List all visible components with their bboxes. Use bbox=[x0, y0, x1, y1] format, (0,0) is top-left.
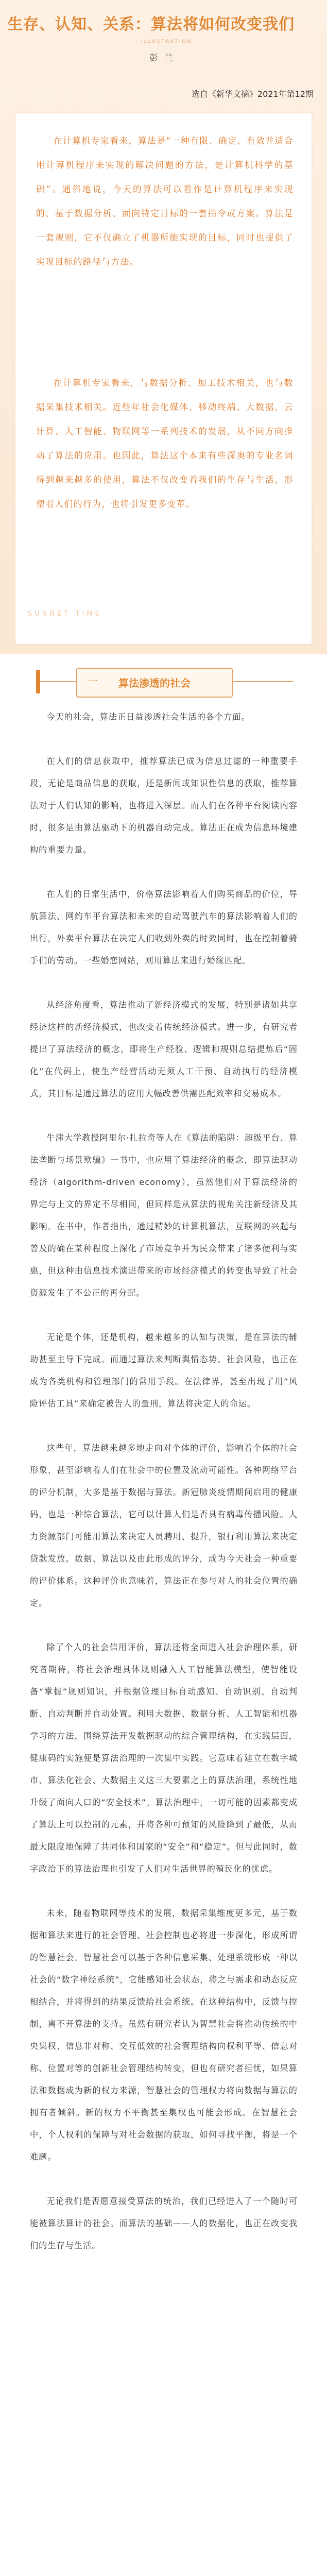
section-marker bbox=[36, 670, 40, 693]
body-paragraph: 牛津大学教授阿里尔·扎拉奇等人在《算法的陷阱：超级平台、算法垄断与场景欺骗》一书中，也应用了算法经济的概念，即算法驱动经济（algorithm-driven economy），虽然他们对于算法经济的界定与上文的界定不尽相同，但同样是从算法的视角关注新经济及其影响。在书中，作者指出，通过精妙的计算机算法，互联网的兴起与普及的确在某种程度上深化了市场竞争并为民众带来了诸多便利与实惠，但这种由信息技术演进带来的市场经济模式的转变也导致了社会资源发生了不公正的再分配。 bbox=[30, 1133, 298, 1298]
body-paragraph: 无论是个体，还是机构，越来越多的认知与决策，是在算法的辅助甚至主导下完成。而通过算法来判断舆情态势、社会风险，也正在成为各类机构和管理部门的常用手段。在法律界，甚至出现了用“风险评估工具”来确定被告人的量刑，算法将决定人的命运。 bbox=[30, 1332, 298, 1409]
header-band bbox=[0, 0, 327, 654]
body-paragraph: 未来，随着物联网等技术的发展，数据采集维度更多元，基于数据和算法来进行的社会管理、社会控制也必将进一步深化，形成所谓的智慧社会。智慧社会可以基于各种信息采集、处理系统形成一种以社会的“数字神经系统”，它能感知社会状态，将之与需求和动态反应相结合，并将得到的结果反馈给社会系统。在这种结构中，反馈与控制，离不开算法的支持。虽然有研究者认为智慧社会将推动传统的中央集权、信息非对称、交互低效的社会管理结构向权利平等、信息对称、位置对等的创新社会管理结构转变，但也有研究者担忧，如果算法和数据成为新的权力来源，智慧社会的管理权力将向数据与算法的拥有者倾斜。新的权力不平衡甚至集权也可能会形成。在智慧社会中，个人权利的保障与对社会数据的获取，如何寻找平衡，将是一个难题。 bbox=[30, 1908, 298, 2162]
article-body bbox=[30, 706, 298, 2279]
body-paragraph: 除了个人的社会信用评价，算法还将全面进入社会治理体系，研究者期待，将社会治理具体规则融入人工智能算法模型，使智能设备“掌握”规则知识，并根据管理目标自动感知、自动识别、自动判断、自动判断并自动处置。利用大数据、数据分析、人工智能和机器学习的方法，围绕算法开发数据驱动的综合管理结构，在实践层面，健康码的实施便是算法治理的一次集中实践。它意味着建立在数字城市、算法化社会、大数据主义这三大要素之上的算法治理，系统性地升级了面向人口的“安全技术”。算法治理中，一切可能的因素都变成了算法上可以控制的元素，并将各种可预知的风险降到了最低，从而最大限度地保障了共同体和国家的“安全”和“稳定”。但与此同时，数字政治下的算法治理也引发了人们对生活世界的殖民化的忧虑。 bbox=[30, 1642, 298, 1874]
body-paragraph: 在人们的信息获取中，推荐算法已成为信息过滤的一种重要手段，无论是商品信息的获取，还是新闻或知识性信息的获取，推荐算法对于人们认知的影响，也将进入深层。而人们在各种平台阅读内容时，很多是由算法驱动下的机器自动完成。算法正在成为信息环境建构的重要力量。 bbox=[30, 756, 298, 855]
section-header bbox=[36, 668, 294, 696]
section-title: 算法渗透的社会 bbox=[118, 677, 191, 689]
source-line: 选自《新华文摘》2021年第12期 bbox=[191, 89, 314, 99]
section-number: 一 bbox=[87, 676, 98, 689]
intro-paragraph: 在计算机专家看来，与数据分析、加工技术相关，也与数据采集技术相关。近些年社会化媒体、移动终端、大数据、云计算、人工智能、物联网等一系列技术的发展，从不同方向推动了算法的应用。也因此，算法这个本来有些深奥的专业名词得到越来越多的使用，算法不仅改变着我们的生存与生活，形塑着人们的行为，也将引发更多变革。 bbox=[36, 378, 294, 509]
intro-paragraph: 在计算机专家看来，算法是“一种有限、确定、有效并适合用计算机程序来实现的解决问题的方法，是计算机科学的基础”。通俗地说，今天的算法可以看作是计算机程序来实现的、基于数据分析、面向特定目标的一套指令或方案。算法是一套规则，它不仅确立了机器所能实现的目标，同时也提供了实现目标的路径与方法。 bbox=[36, 135, 294, 267]
section-label-box bbox=[76, 668, 233, 698]
body-paragraph: 这些年，算法越来越多地走向对个体的评价，影响着个体的社会形象、甚至影响着人们在社会中的位置及流动可能性。各种网络平台的评分机制，大多是基于数据与算法。新冠肺炎疫情期间启用的健康码，也是一种综合算法，它可以计算人们是否具有病毒传播风险。人力资源部门可能用算法来决定人员聘用、提升，银行利用算法来决定贷款发放。数据、算法以及由此形成的评分，成为今天社会一种重要的评价体系。这种评价也意味着，算法正在参与对人的社会位置的确定。 bbox=[30, 1443, 298, 1608]
body-paragraph: 从经济角度看，算法推动了新经济模式的发展，特别是诸如共享经济这样的新经济模式，也改变着传统经济模式。进一步，有研究者提出了算法经济的概念，即将生产经验、逻辑和规则总结提炼后“固化”在代码上，使生产经营活动无须人工干预、自动执行的经济模式，其目标是通过算法的应用大幅改善供需匹配效率和交易成本。 bbox=[30, 1000, 298, 1098]
body-paragraph: 在人们的日常生活中，价格算法影响着人们购买商品的价位，导航算法、网约车平台算法和未来的自动驾驶汽车的算法影响着人们的出行，外卖平台算法在决定人们收到外卖的时效同时，也在控制着骑手们的劳动。一些婚恋网站，则用算法来进行婚缘匹配。 bbox=[30, 889, 298, 965]
article-title: 生存、认知、关系：算法将如何改变我们 bbox=[7, 15, 295, 33]
body-paragraph: 今天的社会，算法正日益渗透社会生活的各个方面。 bbox=[46, 712, 250, 722]
intro-footer: SUNNET TIME bbox=[28, 610, 102, 618]
title-caption: ILLUSTRATION bbox=[141, 39, 193, 44]
body-paragraph: 无论我们是否愿意接受算法的统治，我们已经进入了一个随时可能被算法算计的社会。而算法的基础——人的数据化，也正在改变我们的生存与生活。 bbox=[30, 2196, 298, 2250]
author: 彭 兰 bbox=[149, 53, 175, 63]
